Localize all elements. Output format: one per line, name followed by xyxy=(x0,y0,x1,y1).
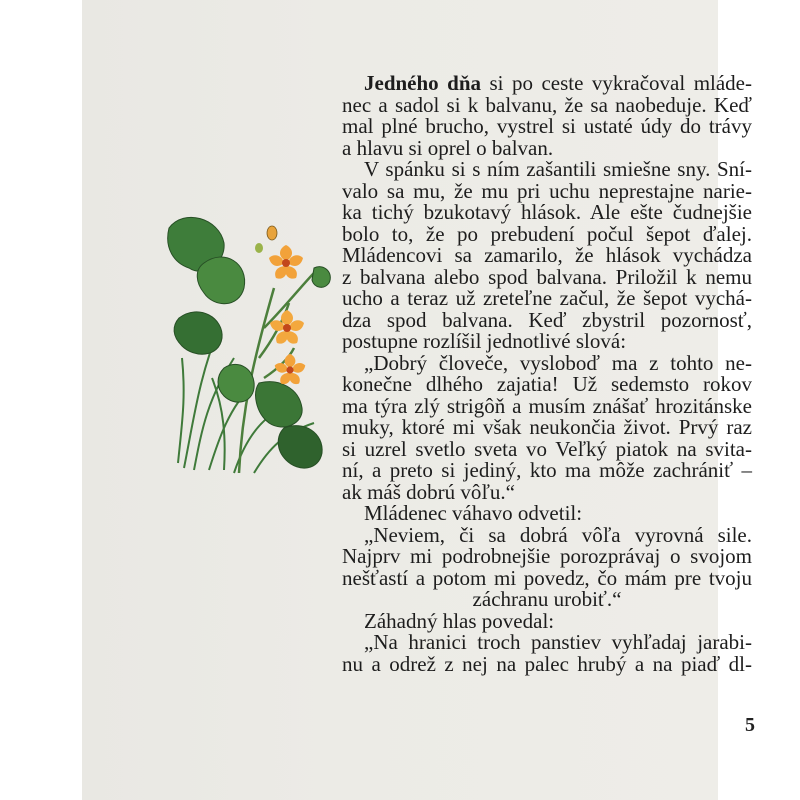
book-page xyxy=(82,0,755,800)
text-line: nu a odrež z nej na palec hrubý a na piaď dl- xyxy=(342,651,752,676)
text-line: muky, ktoré mi však neukončia život. Prvý raz xyxy=(342,415,752,439)
text-line: nec a sadol si k balvanu, že sa naobeduje. Keď xyxy=(342,92,752,117)
text-line: „Dobrý človeče, vysloboď ma z tohto ne- xyxy=(364,350,752,375)
text-line: záchranu urobiť.“ xyxy=(472,587,622,611)
text-line: a hlavu si oprel o balvan. xyxy=(342,135,554,160)
text-line: Mládenec váhavo odvetil: xyxy=(364,501,583,525)
text-line: ka tichý bzukotavý hlások. Ale ešte čudnejšie xyxy=(342,200,752,224)
text-line: ma týra zlý strigôň a musím znášať hrozitánske xyxy=(342,393,752,418)
text-line: mal plné brucho, vystrel si ustaté údy do trávy xyxy=(342,114,752,138)
text-line: dza spod balvana. Keď zbystril pozornosť, xyxy=(342,307,752,332)
text-line: nešťastí a potom mi povedz, čo mám pre tvoju xyxy=(342,565,752,590)
text-line: Najprv mi podrobnejšie porozprávaj o svojom xyxy=(342,544,752,568)
text-line: Mládencovi sa zamarilo, že hlások vychádza xyxy=(342,243,752,267)
text-line: Záhadný hlas povedal: xyxy=(364,608,555,633)
page-number: 5 xyxy=(745,714,755,736)
text-line: valo sa mu, že mu pri uchu neprestajne narie- xyxy=(342,178,752,203)
text-line: bolo to, že po prebudení počul šepot ďalej. xyxy=(342,221,752,246)
text-line: z balvana alebo spod balvana. Priložil k nemu xyxy=(342,264,752,289)
text-line: Jedného dňa si po ceste vykračoval mláde- xyxy=(364,71,752,95)
text-line: ak máš dobrú vôľu.“ xyxy=(342,479,515,504)
flower-illustration xyxy=(164,208,334,478)
text-line: „Na hranici troch panstiev vyhľadaj jarabi- xyxy=(364,630,752,654)
text-line: V spánku si s ním zašantili smiešne sny. Sní- xyxy=(364,157,752,181)
text-line: ucho a teraz už zreteľne začul, že šepot vychá- xyxy=(342,286,752,310)
text-line: konečne dlhého zajatia! Už sedemsto rokov xyxy=(342,372,752,396)
text-line: ní, a preto si jediný, kto ma môže zachrániť – xyxy=(342,458,752,482)
text-line: postupne rozlíšil jednotlivé slová: xyxy=(342,329,627,353)
text-line: si uzrel svetlo sveta vo Veľký piatok na svita- xyxy=(342,436,752,461)
story-text xyxy=(342,73,752,675)
text-line: „Neviem, či sa dobrá vôľa vyrovná sile. xyxy=(364,522,752,547)
